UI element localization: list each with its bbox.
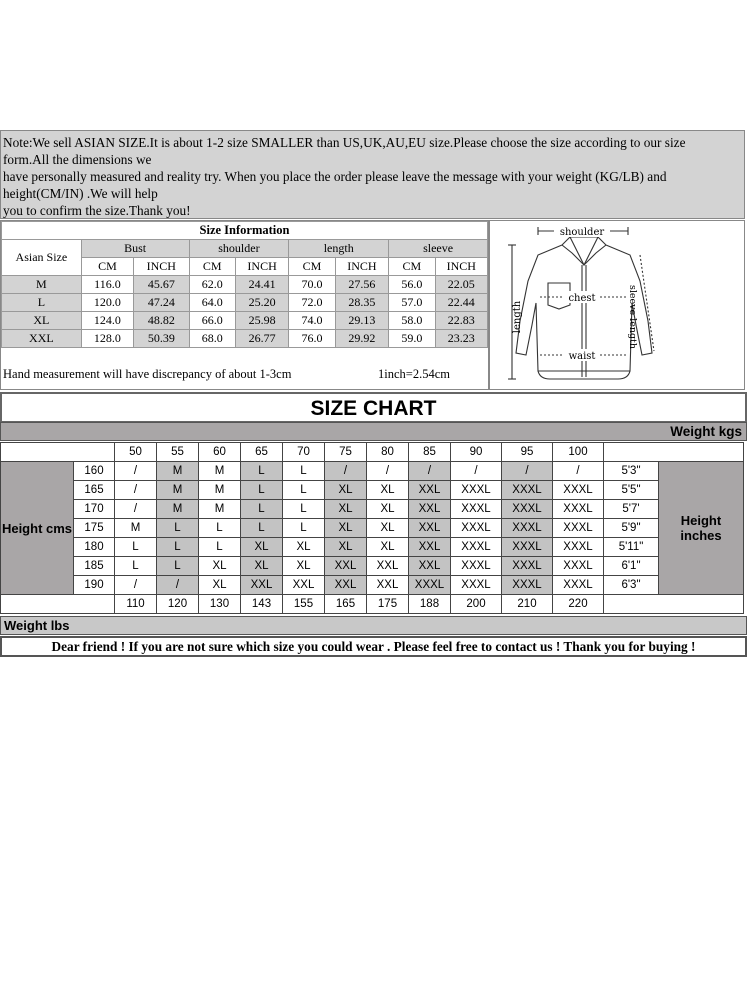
size-row-xxl xyxy=(2,330,488,348)
size-cell: / xyxy=(451,462,502,481)
size-cell: XXXL xyxy=(553,500,604,519)
shoulder-label: shoulder xyxy=(559,227,605,238)
group-header-shoulder: shoulder xyxy=(189,240,289,258)
size-cell: XXXL xyxy=(451,519,502,538)
value-cell: 22.44 xyxy=(435,294,487,312)
lb-value: 200 xyxy=(451,595,502,614)
size-cell: L xyxy=(283,462,325,481)
size-chart-row xyxy=(1,557,744,576)
size-cell: XXXL xyxy=(502,500,553,519)
value-cell: 57.0 xyxy=(389,294,435,312)
height-cm-value: 185 xyxy=(74,557,115,576)
size-cell: / xyxy=(409,462,451,481)
height-inch-value: 5'3" xyxy=(604,462,659,481)
lb-value: 120 xyxy=(157,595,199,614)
size-cell: L xyxy=(199,519,241,538)
kg-value: 60 xyxy=(199,443,241,462)
size-note xyxy=(0,130,745,219)
size-cell: XXXL xyxy=(553,519,604,538)
size-cell: M xyxy=(199,481,241,500)
size-cell: XXXL xyxy=(502,557,553,576)
size-chart-title: SIZE CHART xyxy=(0,392,747,422)
note-line: height(CM/IN) .We will help xyxy=(3,186,158,201)
size-information-table xyxy=(1,221,488,348)
size-cell: XXXL xyxy=(502,481,553,500)
shirt-illustration xyxy=(490,221,744,389)
size-cell: XXL xyxy=(367,557,409,576)
value-cell: 24.41 xyxy=(235,276,288,294)
value-cell: 76.0 xyxy=(289,330,335,348)
waist-label: waist xyxy=(568,351,596,362)
size-cell: XXXL xyxy=(502,538,553,557)
value-cell: 70.0 xyxy=(289,276,335,294)
weight-lbs-header: Weight lbs xyxy=(0,616,747,635)
size-chart-row xyxy=(1,462,744,481)
group-header-bust: Bust xyxy=(81,240,189,258)
size-cell: XL xyxy=(199,557,241,576)
group-header-sleeve: sleeve xyxy=(389,240,488,258)
size-cell: / xyxy=(115,576,157,595)
unit-cm: CM xyxy=(81,258,133,276)
size-cell: XXXL xyxy=(451,500,502,519)
size-cell: XXL xyxy=(409,519,451,538)
kg-value: 90 xyxy=(451,443,502,462)
size-cell: XXXL xyxy=(451,538,502,557)
size-cell: XL xyxy=(367,481,409,500)
size-cell: / xyxy=(325,462,367,481)
asian-size-header: Asian Size xyxy=(2,240,82,276)
value-cell: 50.39 xyxy=(134,330,189,348)
value-cell: 29.92 xyxy=(335,330,388,348)
value-cell: 116.0 xyxy=(81,276,133,294)
size-label: XXL xyxy=(2,330,82,348)
kg-value: 85 xyxy=(409,443,451,462)
size-cell: XL xyxy=(325,538,367,557)
kg-value: 95 xyxy=(502,443,553,462)
size-cell: / xyxy=(367,462,409,481)
size-cell: XL xyxy=(283,557,325,576)
shirt-measurement-diagram xyxy=(489,220,745,390)
size-cell: XXL xyxy=(241,576,283,595)
height-inch-value: 5'11" xyxy=(604,538,659,557)
size-cell: L xyxy=(241,500,283,519)
size-cell: L xyxy=(157,519,199,538)
value-cell: 120.0 xyxy=(81,294,133,312)
size-cell: XL xyxy=(325,481,367,500)
size-cell: XXXL xyxy=(553,557,604,576)
value-cell: 74.0 xyxy=(289,312,335,330)
lb-value: 155 xyxy=(283,595,325,614)
blank-cell xyxy=(604,443,744,462)
size-cell: XXL xyxy=(325,557,367,576)
size-cell: / xyxy=(157,576,199,595)
hand-measurement-note: Hand measurement will have discrepancy of about 1-3cm xyxy=(3,367,292,381)
lb-value: 130 xyxy=(199,595,241,614)
size-information-panel xyxy=(0,220,489,390)
size-cell: M xyxy=(199,462,241,481)
size-cell: XXL xyxy=(409,500,451,519)
size-cell: M xyxy=(199,500,241,519)
kg-value: 100 xyxy=(553,443,604,462)
value-cell: 45.67 xyxy=(134,276,189,294)
kg-value: 55 xyxy=(157,443,199,462)
size-cell: XXXL xyxy=(451,557,502,576)
size-cell: / xyxy=(553,462,604,481)
size-cell: XXXL xyxy=(553,481,604,500)
size-row-m xyxy=(2,276,488,294)
height-cm-value: 170 xyxy=(74,500,115,519)
size-cell: XL xyxy=(367,519,409,538)
value-cell: 23.23 xyxy=(435,330,487,348)
unit-cm: CM xyxy=(189,258,235,276)
size-information-title: Size Information xyxy=(2,222,488,240)
size-label: XL xyxy=(2,312,82,330)
size-chart-row xyxy=(1,481,744,500)
blank-cell xyxy=(1,595,115,614)
lb-value: 175 xyxy=(367,595,409,614)
value-cell: 66.0 xyxy=(189,312,235,330)
unit-inch: INCH xyxy=(235,258,288,276)
chest-label: chest xyxy=(568,293,596,304)
height-inch-value: 6'3" xyxy=(604,576,659,595)
value-cell: 22.05 xyxy=(435,276,487,294)
value-cell: 128.0 xyxy=(81,330,133,348)
kg-value: 65 xyxy=(241,443,283,462)
size-cell: / xyxy=(502,462,553,481)
unit-inch: INCH xyxy=(335,258,388,276)
value-cell: 47.24 xyxy=(134,294,189,312)
value-cell: 29.13 xyxy=(335,312,388,330)
size-cell: XL xyxy=(241,557,283,576)
blank-cell xyxy=(1,443,115,462)
size-cell: XL xyxy=(325,519,367,538)
size-cell: XL xyxy=(367,538,409,557)
value-cell: 124.0 xyxy=(81,312,133,330)
weight-kgs-header: Weight kgs xyxy=(0,422,747,441)
note-line: Note:We sell ASIAN SIZE.It is about 1-2 size SMALLER than US,UK,AU,EU size.Please choose the size according to our size xyxy=(3,135,686,150)
size-cell: XXL xyxy=(367,576,409,595)
size-cell: L xyxy=(241,481,283,500)
value-cell: 48.82 xyxy=(134,312,189,330)
kg-value: 80 xyxy=(367,443,409,462)
lb-value: 165 xyxy=(325,595,367,614)
size-cell: / xyxy=(115,481,157,500)
size-cell: XXL xyxy=(325,576,367,595)
height-cms-label: Height cms xyxy=(1,462,74,595)
height-cm-value: 175 xyxy=(74,519,115,538)
kg-value: 70 xyxy=(283,443,325,462)
size-row-xl xyxy=(2,312,488,330)
size-cell: L xyxy=(157,557,199,576)
size-cell: M xyxy=(115,519,157,538)
value-cell: 26.77 xyxy=(235,330,288,348)
size-cell: L xyxy=(199,538,241,557)
size-cell: XXL xyxy=(283,576,325,595)
size-cell: XXL xyxy=(409,538,451,557)
size-chart xyxy=(0,392,748,658)
lb-value: 110 xyxy=(115,595,157,614)
size-cell: XXXL xyxy=(451,481,502,500)
size-cell: XXXL xyxy=(409,576,451,595)
size-chart-row xyxy=(1,576,744,595)
note-line: form.All the dimensions we xyxy=(3,152,152,167)
unit-inch: INCH xyxy=(134,258,189,276)
group-header-length: length xyxy=(289,240,389,258)
contact-footer: Dear friend ! If you are not sure which size you could wear . Please feel free to contact us ! Thank you for buying ! xyxy=(0,636,747,657)
size-cell: XXL xyxy=(409,557,451,576)
lb-value: 188 xyxy=(409,595,451,614)
height-inch-value: 6'1" xyxy=(604,557,659,576)
size-cell: L xyxy=(283,500,325,519)
size-cell: XL xyxy=(241,538,283,557)
size-label: L xyxy=(2,294,82,312)
size-cell: L xyxy=(241,462,283,481)
size-label: M xyxy=(2,276,82,294)
size-cell: XL xyxy=(283,538,325,557)
note-line: have personally measured and reality try. When you place the order please leave the message with your weight (KG/LB) and xyxy=(3,169,667,184)
size-cell: L xyxy=(115,557,157,576)
height-inch-value: 5'5" xyxy=(604,481,659,500)
value-cell: 59.0 xyxy=(389,330,435,348)
size-cell: XL xyxy=(367,500,409,519)
size-cell: XXXL xyxy=(502,519,553,538)
size-cell: XL xyxy=(325,500,367,519)
size-cell: L xyxy=(283,519,325,538)
size-cell: L xyxy=(157,538,199,557)
size-cell: XXXL xyxy=(451,576,502,595)
height-cm-value: 180 xyxy=(74,538,115,557)
value-cell: 58.0 xyxy=(389,312,435,330)
value-cell: 22.83 xyxy=(435,312,487,330)
lb-value: 143 xyxy=(241,595,283,614)
size-chart-row xyxy=(1,519,744,538)
height-cm-value: 190 xyxy=(74,576,115,595)
value-cell: 25.20 xyxy=(235,294,288,312)
size-cell: L xyxy=(241,519,283,538)
blank-cell xyxy=(604,595,744,614)
value-cell: 56.0 xyxy=(389,276,435,294)
unit-cm: CM xyxy=(389,258,435,276)
size-row-l xyxy=(2,294,488,312)
value-cell: 62.0 xyxy=(189,276,235,294)
size-cell: L xyxy=(283,481,325,500)
lbs-row xyxy=(1,595,744,614)
unit-cm: CM xyxy=(289,258,335,276)
size-cell: L xyxy=(115,538,157,557)
size-cell: XXL xyxy=(409,481,451,500)
size-cell: M xyxy=(157,500,199,519)
size-chart-grid xyxy=(0,442,744,614)
note-line: you to confirm the size.Thank you! xyxy=(3,203,191,218)
inch-conversion-note: 1inch=2.54cm xyxy=(378,367,450,381)
height-inch-value: 5'9" xyxy=(604,519,659,538)
height-cm-value: 160 xyxy=(74,462,115,481)
height-inch-value: 5'7' xyxy=(604,500,659,519)
size-cell: XXXL xyxy=(553,576,604,595)
unit-inch: INCH xyxy=(435,258,487,276)
size-cell: M xyxy=(157,462,199,481)
size-chart-row xyxy=(1,538,744,557)
size-cell: XXXL xyxy=(553,538,604,557)
size-cell: / xyxy=(115,462,157,481)
size-cell: XXXL xyxy=(502,576,553,595)
height-inches-label: Height inches xyxy=(659,462,744,595)
lb-value: 220 xyxy=(553,595,604,614)
value-cell: 68.0 xyxy=(189,330,235,348)
lb-value: 210 xyxy=(502,595,553,614)
height-cm-value: 165 xyxy=(74,481,115,500)
kgs-row xyxy=(1,443,744,462)
size-cell: XL xyxy=(199,576,241,595)
value-cell: 64.0 xyxy=(189,294,235,312)
value-cell: 25.98 xyxy=(235,312,288,330)
value-cell: 28.35 xyxy=(335,294,388,312)
value-cell: 27.56 xyxy=(335,276,388,294)
value-cell: 72.0 xyxy=(289,294,335,312)
length-label: length xyxy=(512,300,523,334)
sleeve-length-label: sleeve length xyxy=(627,285,638,349)
size-cell: / xyxy=(115,500,157,519)
size-chart-row xyxy=(1,500,744,519)
kg-value: 75 xyxy=(325,443,367,462)
kg-value: 50 xyxy=(115,443,157,462)
size-cell: M xyxy=(157,481,199,500)
